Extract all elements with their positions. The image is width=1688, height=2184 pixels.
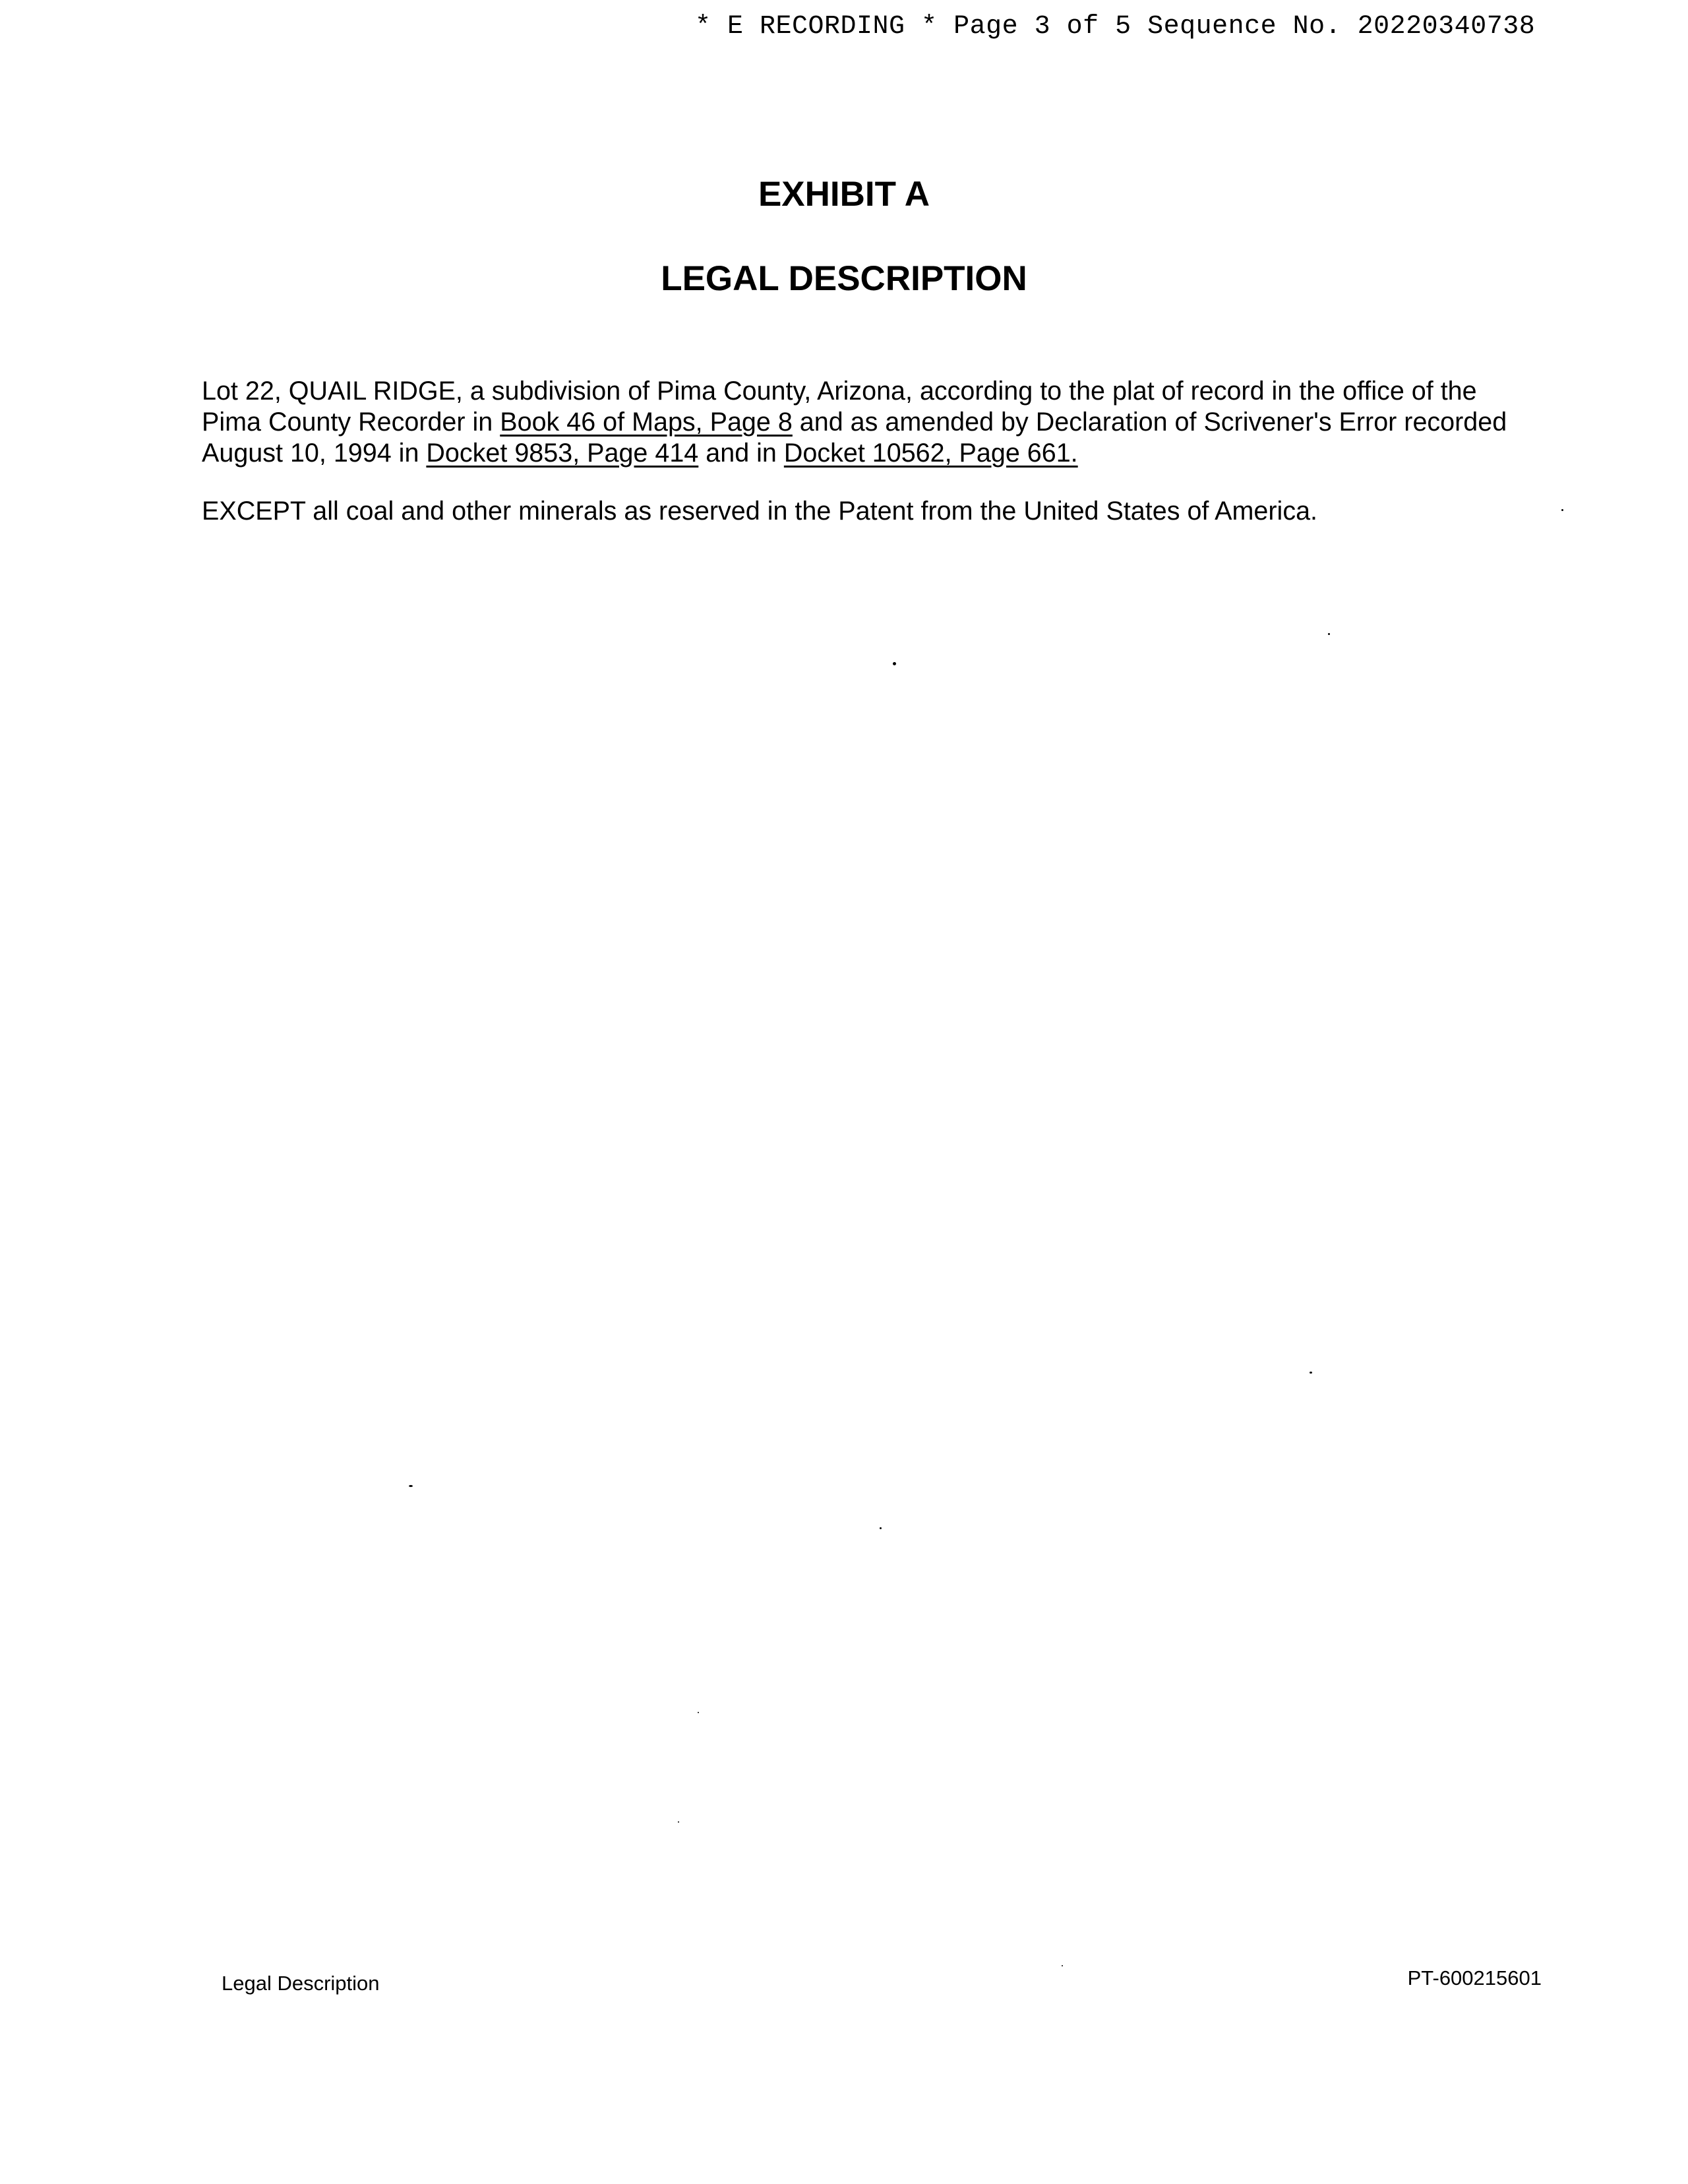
scan-speck xyxy=(409,1485,413,1487)
book-reference: Book 46 of Maps, Page 8 xyxy=(500,408,793,437)
line-2-suffix: and as amended by Declaration of Scrivener's Error recorded xyxy=(792,408,1507,437)
recording-stamp: * E RECORDING * Page 3 of 5 Sequence No. 20220340738 xyxy=(695,12,1536,42)
paragraph-line-3 xyxy=(202,438,1521,469)
scan-speck xyxy=(1310,1372,1312,1374)
line-2-prefix: Pima County Recorder in xyxy=(202,408,500,437)
footer-label: Legal Description xyxy=(222,1972,380,1995)
scan-speck xyxy=(1561,509,1563,511)
footer-document-number: PT-600215601 xyxy=(1407,1966,1542,1989)
docket-reference-1: Docket 9853, Page 414 xyxy=(426,439,699,468)
scan-speck xyxy=(698,1712,699,1713)
mineral-exception-paragraph: EXCEPT all coal and other minerals as reserved in the Patent from the United States of America. xyxy=(202,497,1318,526)
scan-speck xyxy=(893,662,896,665)
line-3-prefix: August 10, 1994 in xyxy=(202,439,427,468)
exhibit-title: EXHIBIT A xyxy=(758,175,930,214)
paragraph-line-1: Lot 22, QUAIL RIDGE, a subdivision of Pima County, Arizona, according to the plat of record in the office of the xyxy=(202,377,1477,406)
scan-speck xyxy=(1062,1965,1063,1966)
line-3-middle: and in xyxy=(698,439,784,468)
docket-reference-2: Docket 10562, Page 661. xyxy=(783,439,1078,468)
paragraph-line-2 xyxy=(202,407,1521,438)
legal-description-heading: LEGAL DESCRIPTION xyxy=(661,259,1027,298)
scan-speck xyxy=(678,1821,679,1823)
legal-description-paragraph xyxy=(202,376,1521,469)
scan-speck xyxy=(880,1527,882,1529)
scan-speck xyxy=(1328,633,1330,635)
